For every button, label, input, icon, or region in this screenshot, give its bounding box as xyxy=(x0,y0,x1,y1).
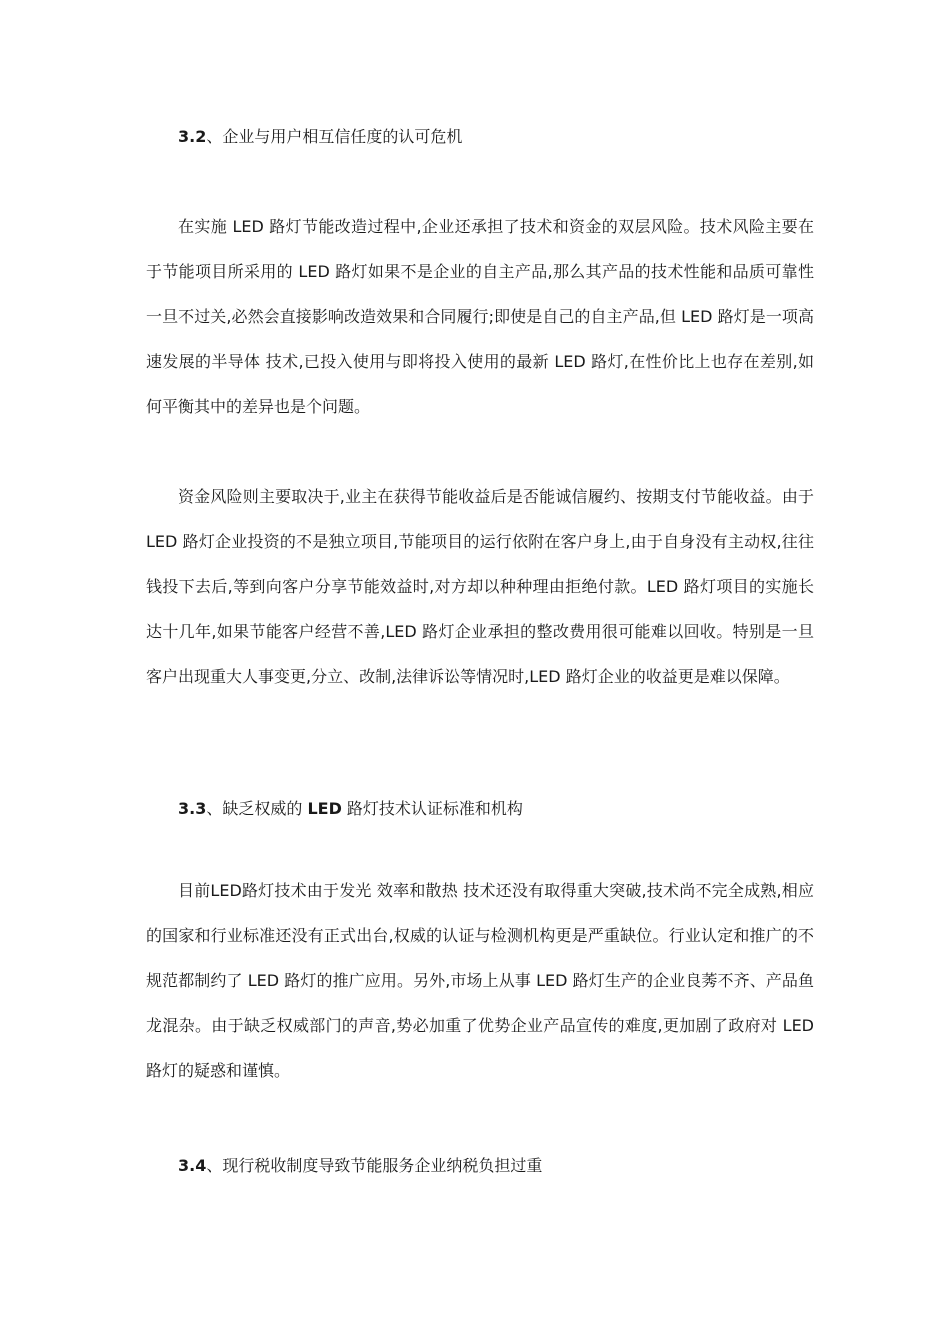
paragraph-funding-risk: 资金风险则主要取决于,业主在获得节能收益后是否能诚信履约、按期支付节能收益。由于 LED 路灯企业投资的不是独立项目,节能项目的运行依附在客户身上,由于自身没有主动权,往往钱投下去后,等到向客户分享节能效益时,对方却以种种理由拒绝付款。LED 路灯项目的实施长达十几年,如果节能客户经营不善,LED 路灯企业承担的整改费用很可能难以回收。特别是一旦客户出现重大人事变更,分立、改制,法律诉讼等情况时,LED 路灯企业的收益更是难以保障。 xyxy=(146,487,814,686)
section-number: 3.4 xyxy=(178,1156,207,1175)
paragraph-technical-risk: 在实施 LED 路灯节能改造过程中,企业还承担了技术和资金的双层风险。技术风险主要在于节能项目所采用的 LED 路灯如果不是企业的自主产品,那么其产品的技术性能和品质可靠性一旦不过关,必然会直接影响改造效果和合同履行;即使是自己的自主产品,但 LED 路灯是一项高速发展的半导体 技术,已投入使用与即将投入使用的最新 LED 路灯,在性价比上也存在差别,如何平衡其中的差异也是个问题。 xyxy=(146,217,814,416)
section-title: 、现行税收制度导致节能服务企业纳税负担过重 xyxy=(206,1156,543,1175)
section-heading-3-2 xyxy=(178,126,462,148)
section-number: 3.3 xyxy=(178,799,207,818)
section-title-bold: LED xyxy=(307,799,342,818)
paragraph-certification: 目前LED路灯技术由于发光 效率和散热 技术还没有取得重大突破,技术尚不完全成熟,相应的国家和行业标准还没有正式出台,权威的认证与检测机构更是严重缺位。行业认定和推广的不规范都制约了 LED 路灯的推广应用。另外,市场上从事 LED 路灯生产的企业良莠不齐、产品鱼龙混杂。由于缺乏权威部门的声音,势必加重了优势企业产品宣传的难度,更加剧了政府对 LED 路灯的疑惑和谨慎。 xyxy=(146,881,814,1080)
section-heading-3-4 xyxy=(178,1155,542,1177)
section-number: 3.2 xyxy=(178,127,207,146)
section-title-tail: 路灯技术认证标准和机构 xyxy=(341,799,523,818)
section-title: 、缺乏权威的 xyxy=(206,799,308,818)
section-title: 、企业与用户相互信任度的认可危机 xyxy=(206,127,463,146)
section-heading-3-3 xyxy=(178,798,523,820)
